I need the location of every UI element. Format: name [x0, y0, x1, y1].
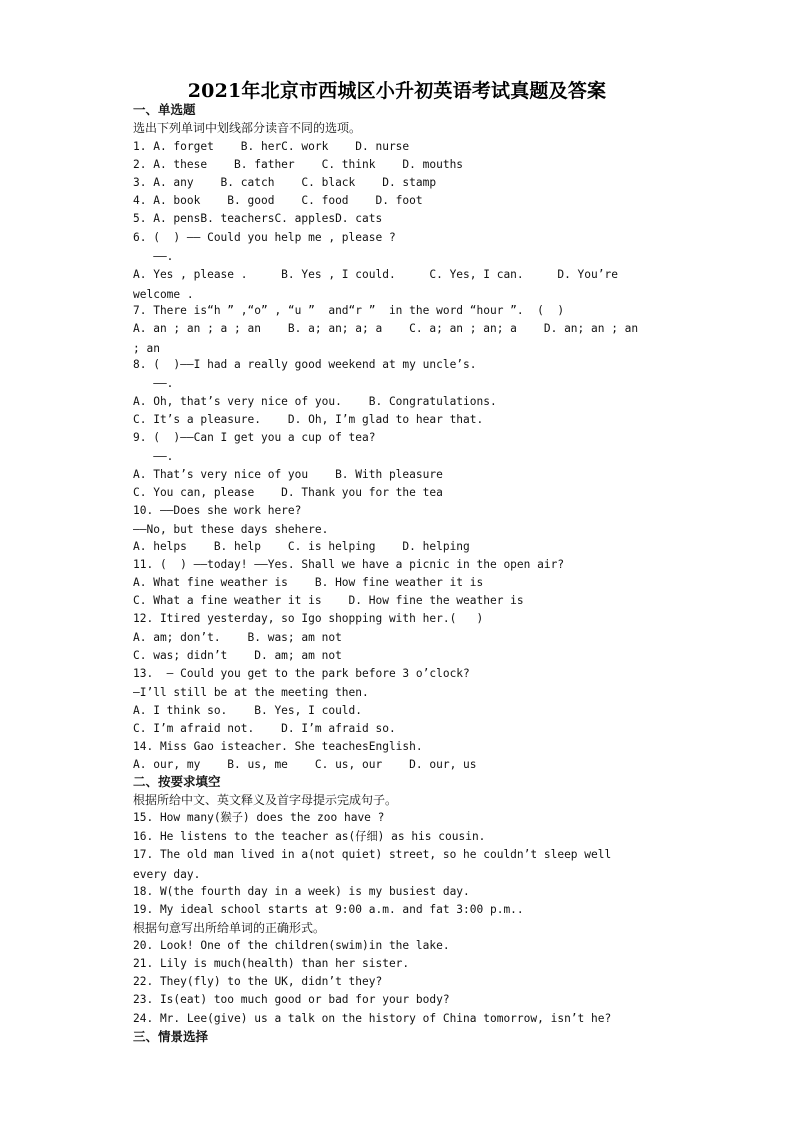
question-line: ; an [133, 342, 160, 355]
question-line: ——. [133, 250, 174, 263]
section-heading: 二、按要求填空 [133, 774, 221, 789]
question-line: 21. Lily is much(health) than her sister. [133, 957, 410, 970]
section-heading: 一、单选题 [133, 102, 196, 117]
question-line: A. Oh, that’s very nice of you. B. Congratulations. [133, 395, 497, 408]
question-line: every day. [133, 868, 201, 881]
page-title: 2021年北京市西城区小升初英语考试真题及答案 [187, 80, 607, 102]
section-heading: 三、情景选择 [133, 1029, 209, 1044]
question-line: A. our, my B. us, me C. us, our D. our, us [133, 758, 477, 771]
question-line: 13. — Could you get to the park before 3 o’clock? [133, 667, 470, 680]
question-line: 24. Mr. Lee(give) us a talk on the history of China tomorrow, isn’t he? [133, 1012, 612, 1025]
question-line: ——. [133, 377, 174, 390]
question-line: 10. ——Does she work here? [133, 504, 302, 517]
question-line: 22. They(fly) to the UK, didn’t they? [133, 975, 383, 988]
question-line: 12. Itired yesterday, so Igo shopping with her.( ) [133, 612, 484, 625]
question-line: 2. A. these B. father C. think D. mouths [133, 158, 464, 171]
question-line: A. That’s very nice of you B. With pleasure [133, 468, 443, 481]
question-line: A. an ; an ; a ; an B. a; an; a; a C. a; an ; an; a D. an; an ; an [133, 322, 639, 335]
instruction-text: 根据句意写出所给单词的正确形式。 [133, 921, 326, 935]
question-line: C. You can, please D. Thank you for the tea [133, 486, 443, 499]
question-line: 17. The old man lived in a(not quiet) street, so he couldn’t sleep well [133, 848, 612, 861]
question-line: —I’ll still be at the meeting then. [133, 686, 369, 699]
question-line: 23. Is(eat) too much good or bad for your body? [133, 993, 450, 1006]
question-line: welcome . [133, 288, 194, 301]
question-line: 5. A. pensB. teachersC. applesD. cats [133, 212, 383, 225]
question-line: ——No, but these days shehere. [133, 523, 329, 536]
question-line: 20. Look! One of the children(swim)in the lake. [133, 939, 450, 952]
question-line: 9. ( )——Can I get you a cup of tea? [133, 431, 376, 444]
question-line: 11. ( ) ——today! ——Yes. Shall we have a picnic in the open air? [133, 558, 565, 571]
question-line: 16. He listens to the teacher as(仔细) as his cousin. [133, 830, 486, 843]
question-line: 7. There is“h ” ,“o” , “u ” and“r ” in the word “hour ”. ( ) [133, 304, 565, 317]
question-line: 1. A. forget B. herC. work D. nurse [133, 140, 410, 153]
instruction-text: 选出下列单词中划线部分读音不同的选项。 [133, 121, 362, 135]
question-line: C. I’m afraid not. D. I’m afraid so. [133, 722, 396, 735]
question-line: 3. A. any B. catch C. black D. stamp [133, 176, 437, 189]
question-line: 18. W(the fourth day in a week) is my busiest day. [133, 885, 470, 898]
question-line: C. was; didn’t D. am; am not [133, 649, 342, 662]
question-line: C. What a fine weather it is D. How fine the weather is [133, 594, 524, 607]
question-line: 14. Miss Gao isteacher. She teachesEnglish. [133, 740, 423, 753]
question-line: A. What fine weather is B. How fine weather it is [133, 576, 484, 589]
question-line: 15. How many(猴子) does the zoo have ? [133, 811, 385, 824]
question-line: C. It’s a pleasure. D. Oh, I’m glad to hear that. [133, 413, 484, 426]
question-line: A. I think so. B. Yes, I could. [133, 704, 363, 717]
question-line: A. Yes , please . B. Yes , I could. C. Yes, I can. D. You’re [133, 268, 618, 281]
question-line: A. helps B. help C. is helping D. helping [133, 540, 470, 553]
instruction-text: 根据所给中文、英文释义及首字母提示完成句子。 [133, 793, 398, 807]
question-line: A. am; don’t. B. was; am not [133, 631, 342, 644]
question-line: ——. [133, 450, 174, 463]
question-line: 4. A. book B. good C. food D. foot [133, 194, 423, 207]
question-line: 6. ( ) —— Could you help me , please ? [133, 231, 396, 244]
question-line: 8. ( )——I had a really good weekend at my uncle’s. [133, 358, 477, 371]
question-line: 19. My ideal school starts at 9:00 a.m. and fat 3:00 p.m.. [133, 903, 524, 916]
